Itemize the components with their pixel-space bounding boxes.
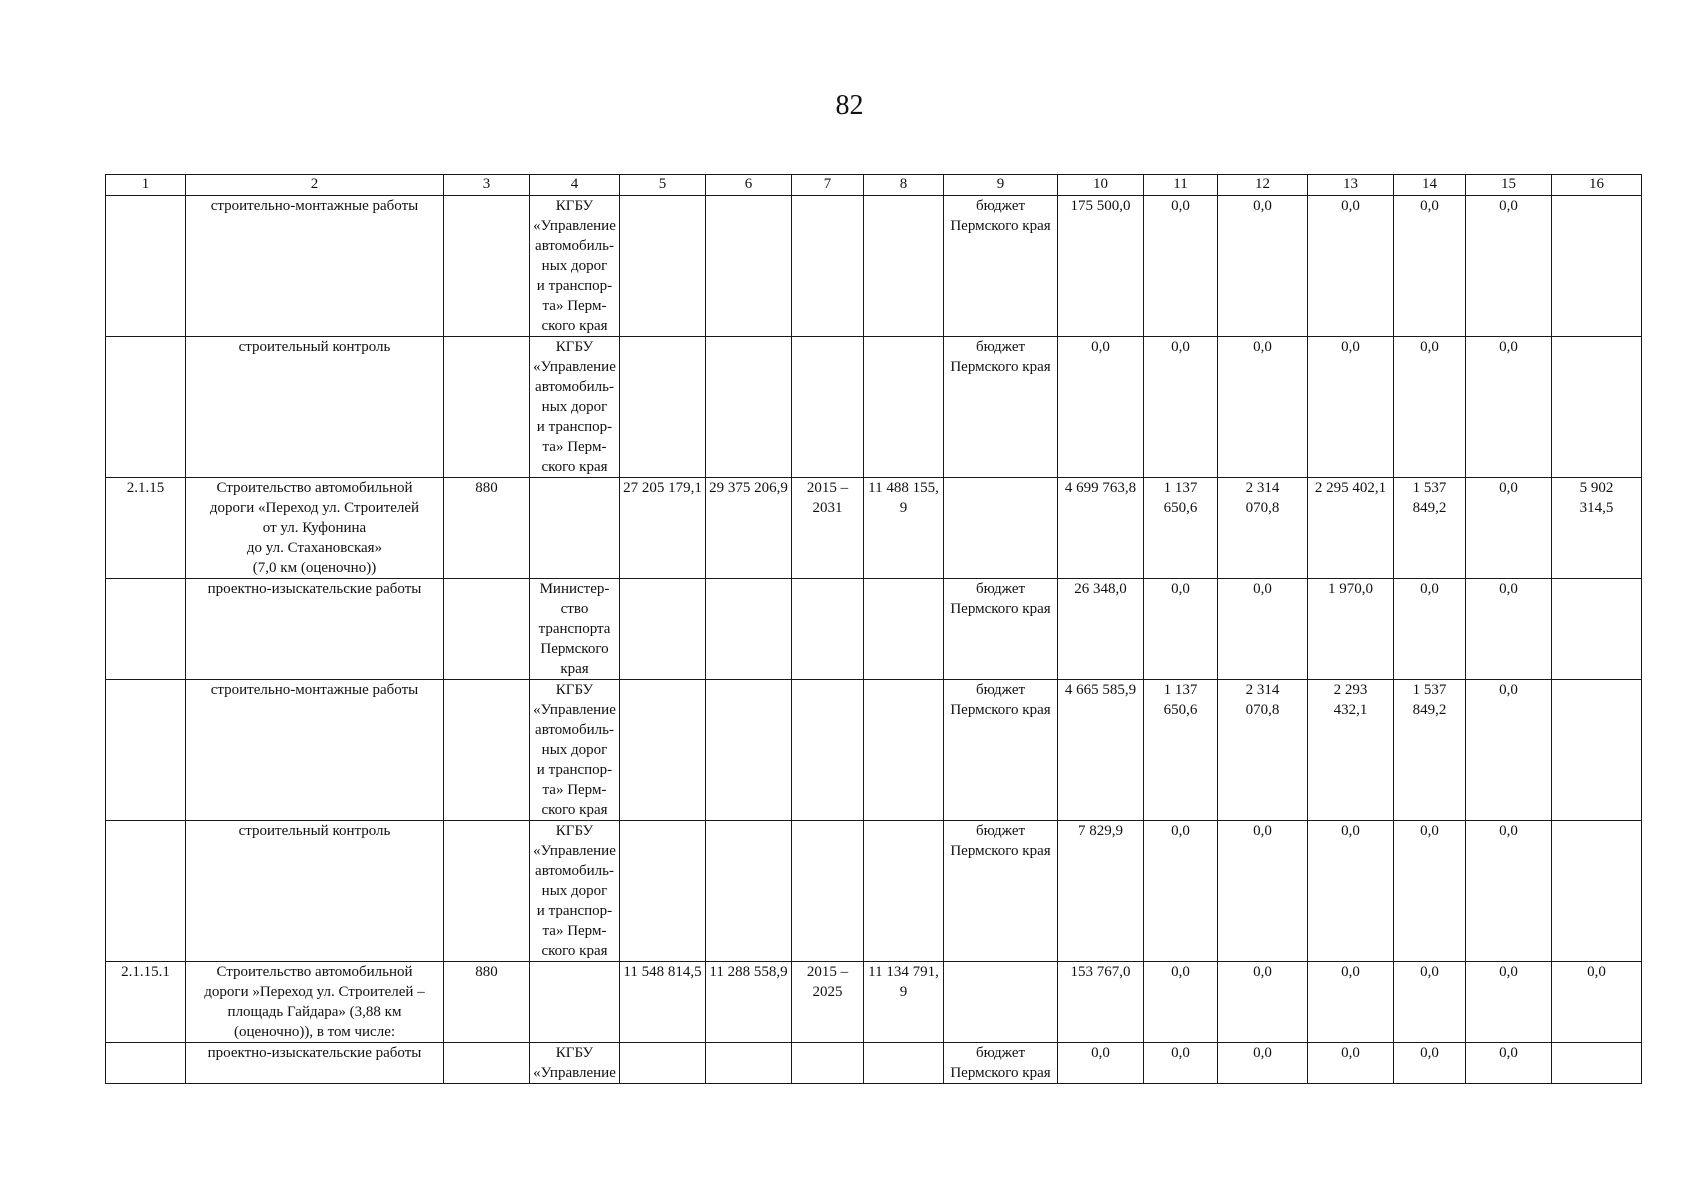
item-name-line: (7,0 км (оценочно)) — [252, 560, 377, 576]
amount-col-15-line: 0,0 — [1499, 480, 1518, 496]
row-number — [106, 1043, 186, 1084]
amount-col-12-line: 0,0 — [1253, 339, 1272, 355]
amount-col-13-line: 0,0 — [1341, 1045, 1360, 1061]
responsible-org-line: ского края — [541, 802, 608, 818]
amount-col-16 — [1552, 1043, 1642, 1084]
item-name-line: до ул. Стахановская» — [246, 540, 383, 556]
responsible-org-line: и транспор- — [536, 278, 613, 294]
amount-col-11 — [1144, 196, 1218, 337]
responsible-org-line: та» Перм- — [542, 923, 607, 939]
amount-col-16-line: 5 902 — [1579, 480, 1614, 496]
period — [792, 579, 864, 680]
cost-remaining-line: 11 134 791, — [868, 964, 939, 980]
amount-col-11-line: 1 137 — [1163, 682, 1198, 698]
amount-col-11 — [1144, 680, 1218, 821]
item-name-line: Строительство автомобильной — [216, 480, 413, 496]
item-name-line: площадь Гайдара» (3,88 км — [227, 1004, 402, 1020]
responsible-org-line: Министер- — [539, 581, 610, 597]
amount-col-15-line: 0,0 — [1499, 1045, 1518, 1061]
amount-col-12-line: 0,0 — [1253, 823, 1272, 839]
item-name — [186, 821, 444, 962]
column-header: 15 — [1466, 175, 1552, 196]
responsible-org-line: КГБУ — [555, 682, 594, 698]
funding-source — [944, 962, 1058, 1043]
item-name-line: строительный контроль — [238, 339, 391, 355]
cost-remaining — [864, 821, 944, 962]
amount-col-12 — [1218, 579, 1308, 680]
amount-col-15 — [1466, 1043, 1552, 1084]
total-cost — [620, 579, 706, 680]
amount-col-10 — [1058, 680, 1144, 821]
column-header: 12 — [1218, 175, 1308, 196]
funding-source-line: бюджет — [975, 581, 1026, 597]
amount-col-16-line: 0,0 — [1587, 964, 1606, 980]
item-name-line: дороги «Переход ул. Строителей — [209, 500, 420, 516]
period — [792, 962, 864, 1043]
amount-col-12 — [1218, 1043, 1308, 1084]
item-name — [186, 196, 444, 337]
amount-col-11 — [1144, 478, 1218, 579]
responsible-org-line: ных дорог — [541, 399, 608, 415]
responsible-org — [530, 579, 620, 680]
cost-remaining — [864, 1043, 944, 1084]
amount-col-14 — [1394, 579, 1466, 680]
amount-col-15 — [1466, 962, 1552, 1043]
responsible-org-line: «Управление — [533, 218, 616, 234]
amount-col-12-line: 0,0 — [1253, 964, 1272, 980]
cost-remaining — [864, 680, 944, 821]
responsible-org-line: ных дорог — [541, 742, 608, 758]
amount-col-15-line: 0,0 — [1499, 581, 1518, 597]
code: 880 — [444, 478, 530, 579]
row-number — [106, 821, 186, 962]
estimated-cost — [706, 821, 792, 962]
estimated-cost — [706, 1043, 792, 1084]
amount-col-13 — [1308, 821, 1394, 962]
column-header: 5 — [620, 175, 706, 196]
amount-col-14 — [1394, 337, 1466, 478]
responsible-org-line: ского края — [541, 318, 608, 334]
item-name-line: от ул. Куфонина — [262, 520, 367, 536]
column-header: 14 — [1394, 175, 1466, 196]
column-header: 4 — [530, 175, 620, 196]
responsible-org-line: «Управление — [533, 359, 616, 375]
responsible-org-line: «Управление — [533, 1065, 616, 1081]
item-name-line: дороги »Переход ул. Строителей – — [204, 984, 425, 1000]
column-header: 1 — [106, 175, 186, 196]
funding-source — [944, 579, 1058, 680]
amount-col-11 — [1144, 1043, 1218, 1084]
amount-col-14-line: 0,0 — [1420, 823, 1439, 839]
amount-col-10 — [1058, 579, 1144, 680]
period — [792, 337, 864, 478]
code — [444, 1043, 530, 1084]
funding-source-line: бюджет — [975, 198, 1026, 214]
row-number — [106, 196, 186, 337]
amount-col-10-line: 175 500,0 — [1070, 198, 1131, 214]
responsible-org-line: края — [560, 661, 589, 677]
column-header: 11 — [1144, 175, 1218, 196]
amount-col-12 — [1218, 337, 1308, 478]
row-number: 2.1.15 — [106, 478, 186, 579]
amount-col-10-line: 7 829,9 — [1078, 823, 1123, 839]
responsible-org-line: автомобиль- — [535, 863, 614, 879]
responsible-org-line: и транспор- — [536, 762, 613, 778]
amount-col-10-line: 4 665 585,9 — [1064, 682, 1137, 698]
item-name-line: строительно-монтажные работы — [210, 198, 419, 214]
item-name-line: Строительство автомобильной — [216, 964, 413, 980]
column-header: 16 — [1552, 175, 1642, 196]
funding-source — [944, 821, 1058, 962]
responsible-org-line: транспорта — [538, 621, 611, 637]
row-number — [106, 680, 186, 821]
estimated-cost: 11 288 558,9 — [706, 962, 792, 1043]
responsible-org — [530, 196, 620, 337]
amount-col-12 — [1218, 962, 1308, 1043]
amount-col-15 — [1466, 196, 1552, 337]
amount-col-12-line: 0,0 — [1253, 581, 1272, 597]
total-cost — [620, 680, 706, 821]
item-name — [186, 962, 444, 1043]
responsible-org-line: ных дорог — [541, 258, 608, 274]
funding-source-line: бюджет — [975, 1045, 1026, 1061]
amount-col-13-line: 0,0 — [1341, 823, 1360, 839]
amount-col-12-line: 0,0 — [1253, 1045, 1272, 1061]
item-name — [186, 680, 444, 821]
responsible-org-line: КГБУ — [555, 198, 594, 214]
funding-source — [944, 680, 1058, 821]
period-line: 2015 – — [806, 964, 849, 980]
responsible-org-line: КГБУ — [555, 1045, 594, 1061]
funding-source-line: Пермского края — [950, 1065, 1051, 1081]
funding-source-line: бюджет — [975, 823, 1026, 839]
estimated-cost — [706, 680, 792, 821]
responsible-org — [530, 1043, 620, 1084]
amount-col-15-line: 0,0 — [1499, 682, 1518, 698]
responsible-org-line: ных дорог — [541, 883, 608, 899]
item-name — [186, 478, 444, 579]
amount-col-15-line: 0,0 — [1499, 339, 1518, 355]
column-header: 13 — [1308, 175, 1394, 196]
amount-col-13-line: 0,0 — [1341, 339, 1360, 355]
amount-col-10 — [1058, 1043, 1144, 1084]
budget-table — [105, 174, 1642, 1084]
item-name-line: проектно-изыскательские работы — [207, 1045, 422, 1061]
amount-col-14-line: 849,2 — [1412, 500, 1447, 516]
amount-col-13 — [1308, 680, 1394, 821]
funding-source — [944, 337, 1058, 478]
amount-col-14-line: 0,0 — [1420, 1045, 1439, 1061]
total-cost: 11 548 814,5 — [620, 962, 706, 1043]
funding-source-line: Пермского края — [950, 601, 1051, 617]
item-name — [186, 1043, 444, 1084]
cost-remaining-line: 11 488 155, — [868, 480, 939, 496]
total-cost — [620, 1043, 706, 1084]
amount-col-13-line: 0,0 — [1341, 964, 1360, 980]
responsible-org-line: и транспор- — [536, 903, 613, 919]
responsible-org — [530, 478, 620, 579]
funding-source-line: Пермского края — [950, 702, 1051, 718]
amount-col-12-line: 070,8 — [1245, 702, 1280, 718]
amount-col-16 — [1552, 962, 1642, 1043]
amount-col-12 — [1218, 680, 1308, 821]
amount-col-10 — [1058, 821, 1144, 962]
amount-col-11-line: 0,0 — [1171, 823, 1190, 839]
amount-col-10-line: 0,0 — [1091, 1045, 1110, 1061]
responsible-org-line: автомобиль- — [535, 379, 614, 395]
amount-col-16-line: 314,5 — [1579, 500, 1614, 516]
amount-col-13 — [1308, 337, 1394, 478]
period — [792, 1043, 864, 1084]
table-row — [106, 821, 1642, 962]
code: 880 — [444, 962, 530, 1043]
amount-col-15-line: 0,0 — [1499, 198, 1518, 214]
amount-col-16 — [1552, 478, 1642, 579]
responsible-org-line: «Управление — [533, 702, 616, 718]
amount-col-11-line: 1 137 — [1163, 480, 1198, 496]
code — [444, 821, 530, 962]
cost-remaining — [864, 579, 944, 680]
column-header: 6 — [706, 175, 792, 196]
funding-source-line: бюджет — [975, 339, 1026, 355]
estimated-cost — [706, 337, 792, 478]
period-line: 2031 — [812, 500, 843, 516]
period — [792, 821, 864, 962]
amount-col-14-line: 0,0 — [1420, 964, 1439, 980]
column-header: 2 — [186, 175, 444, 196]
amount-col-10-line: 4 699 763,8 — [1064, 480, 1137, 496]
amount-col-11 — [1144, 337, 1218, 478]
funding-source-line: Пермского края — [950, 359, 1051, 375]
estimated-cost: 29 375 206,9 — [706, 478, 792, 579]
amount-col-12 — [1218, 478, 1308, 579]
amount-col-10 — [1058, 196, 1144, 337]
amount-col-13 — [1308, 962, 1394, 1043]
amount-col-11-line: 0,0 — [1171, 339, 1190, 355]
total-cost — [620, 821, 706, 962]
amount-col-15-line: 0,0 — [1499, 823, 1518, 839]
total-cost — [620, 196, 706, 337]
amount-col-16 — [1552, 821, 1642, 962]
amount-col-16 — [1552, 196, 1642, 337]
amount-col-14-line: 1 537 — [1412, 480, 1447, 496]
amount-col-13 — [1308, 478, 1394, 579]
funding-source — [944, 478, 1058, 579]
responsible-org — [530, 680, 620, 821]
table-row — [106, 337, 1642, 478]
column-header: 7 — [792, 175, 864, 196]
row-number: 2.1.15.1 — [106, 962, 186, 1043]
responsible-org-line: ского края — [541, 943, 608, 959]
amount-col-12 — [1218, 196, 1308, 337]
amount-col-13-line: 1 970,0 — [1328, 581, 1373, 597]
amount-col-16 — [1552, 337, 1642, 478]
amount-col-11-line: 650,6 — [1163, 500, 1198, 516]
amount-col-14-line: 849,2 — [1412, 702, 1447, 718]
column-header: 8 — [864, 175, 944, 196]
amount-col-13 — [1308, 196, 1394, 337]
row-number — [106, 579, 186, 680]
amount-col-13-line: 432,1 — [1333, 702, 1368, 718]
responsible-org-line: ского края — [541, 459, 608, 475]
amount-col-14-line: 0,0 — [1420, 581, 1439, 597]
amount-col-11 — [1144, 579, 1218, 680]
amount-col-11-line: 0,0 — [1171, 964, 1190, 980]
responsible-org-line: та» Перм- — [542, 439, 607, 455]
amount-col-15 — [1466, 478, 1552, 579]
responsible-org-line: КГБУ — [555, 339, 594, 355]
amount-col-10 — [1058, 962, 1144, 1043]
cost-remaining — [864, 337, 944, 478]
funding-source-line: бюджет — [975, 682, 1026, 698]
amount-col-14 — [1394, 478, 1466, 579]
item-name-line: строительный контроль — [238, 823, 391, 839]
item-name-line: строительно-монтажные работы — [210, 682, 419, 698]
amount-col-11-line: 0,0 — [1171, 1045, 1190, 1061]
responsible-org-line: автомобиль- — [535, 238, 614, 254]
page-number: 82 — [835, 90, 864, 121]
amount-col-13 — [1308, 1043, 1394, 1084]
funding-source-line: Пермского края — [950, 843, 1051, 859]
amount-col-14 — [1394, 1043, 1466, 1084]
amount-col-14 — [1394, 196, 1466, 337]
amount-col-11 — [1144, 962, 1218, 1043]
amount-col-11 — [1144, 821, 1218, 962]
cost-remaining — [864, 962, 944, 1043]
amount-col-14-line: 0,0 — [1420, 339, 1439, 355]
amount-col-10-line: 26 348,0 — [1074, 581, 1127, 597]
cost-remaining — [864, 196, 944, 337]
code — [444, 337, 530, 478]
responsible-org — [530, 821, 620, 962]
amount-col-13-line: 2 293 — [1333, 682, 1368, 698]
responsible-org-line: «Управление — [533, 843, 616, 859]
funding-source-line: Пермского края — [950, 218, 1051, 234]
total-cost: 27 205 179,1 — [620, 478, 706, 579]
amount-col-15 — [1466, 579, 1552, 680]
total-cost — [620, 337, 706, 478]
column-header: 3 — [444, 175, 530, 196]
amount-col-11-line: 0,0 — [1171, 198, 1190, 214]
row-number — [106, 337, 186, 478]
amount-col-11-line: 0,0 — [1171, 581, 1190, 597]
amount-col-14 — [1394, 962, 1466, 1043]
responsible-org-line: та» Перм- — [542, 782, 607, 798]
item-name — [186, 579, 444, 680]
amount-col-14 — [1394, 680, 1466, 821]
estimated-cost — [706, 196, 792, 337]
period — [792, 680, 864, 821]
estimated-cost — [706, 579, 792, 680]
amount-col-12 — [1218, 821, 1308, 962]
code — [444, 680, 530, 821]
responsible-org — [530, 337, 620, 478]
table-row — [106, 196, 1642, 337]
period-line: 2025 — [812, 984, 843, 1000]
amount-col-10-line: 153 767,0 — [1070, 964, 1131, 980]
code — [444, 579, 530, 680]
amount-col-12-line: 070,8 — [1245, 500, 1280, 516]
item-name-line: проектно-изыскательские работы — [207, 581, 422, 597]
amount-col-12-line: 0,0 — [1253, 198, 1272, 214]
responsible-org-line: автомобиль- — [535, 722, 614, 738]
item-name-line: (оценочно)), в том числе: — [233, 1024, 396, 1040]
responsible-org-line: ство — [560, 601, 589, 617]
table-row — [106, 680, 1642, 821]
amount-col-12-line: 2 314 — [1245, 480, 1280, 496]
amount-col-13-line: 2 295 402,1 — [1314, 480, 1387, 496]
cost-remaining — [864, 478, 944, 579]
responsible-org — [530, 962, 620, 1043]
amount-col-14-line: 1 537 — [1412, 682, 1447, 698]
table-row — [106, 1043, 1642, 1084]
funding-source — [944, 196, 1058, 337]
amount-col-14-line: 0,0 — [1420, 198, 1439, 214]
amount-col-13-line: 0,0 — [1341, 198, 1360, 214]
item-name — [186, 337, 444, 478]
amount-col-13 — [1308, 579, 1394, 680]
cost-remaining-line: 9 — [899, 984, 908, 1000]
responsible-org-line: и транспор- — [536, 419, 613, 435]
funding-source — [944, 1043, 1058, 1084]
amount-col-16 — [1552, 579, 1642, 680]
amount-col-11-line: 650,6 — [1163, 702, 1198, 718]
responsible-org-line: Пермского — [540, 641, 609, 657]
amount-col-15 — [1466, 680, 1552, 821]
column-header: 9 — [944, 175, 1058, 196]
amount-col-15 — [1466, 337, 1552, 478]
amount-col-10 — [1058, 478, 1144, 579]
code — [444, 196, 530, 337]
amount-col-14 — [1394, 821, 1466, 962]
responsible-org-line: КГБУ — [555, 823, 594, 839]
amount-col-10 — [1058, 337, 1144, 478]
table-row — [106, 962, 1642, 1043]
header-row — [106, 175, 1642, 196]
amount-col-15 — [1466, 821, 1552, 962]
responsible-org-line: та» Перм- — [542, 298, 607, 314]
period — [792, 196, 864, 337]
amount-col-16 — [1552, 680, 1642, 821]
period-line: 2015 – — [806, 480, 849, 496]
amount-col-10-line: 0,0 — [1091, 339, 1110, 355]
period — [792, 478, 864, 579]
table-row — [106, 579, 1642, 680]
column-header: 10 — [1058, 175, 1144, 196]
amount-col-12-line: 2 314 — [1245, 682, 1280, 698]
amount-col-15-line: 0,0 — [1499, 964, 1518, 980]
table-row — [106, 478, 1642, 579]
cost-remaining-line: 9 — [899, 500, 908, 516]
